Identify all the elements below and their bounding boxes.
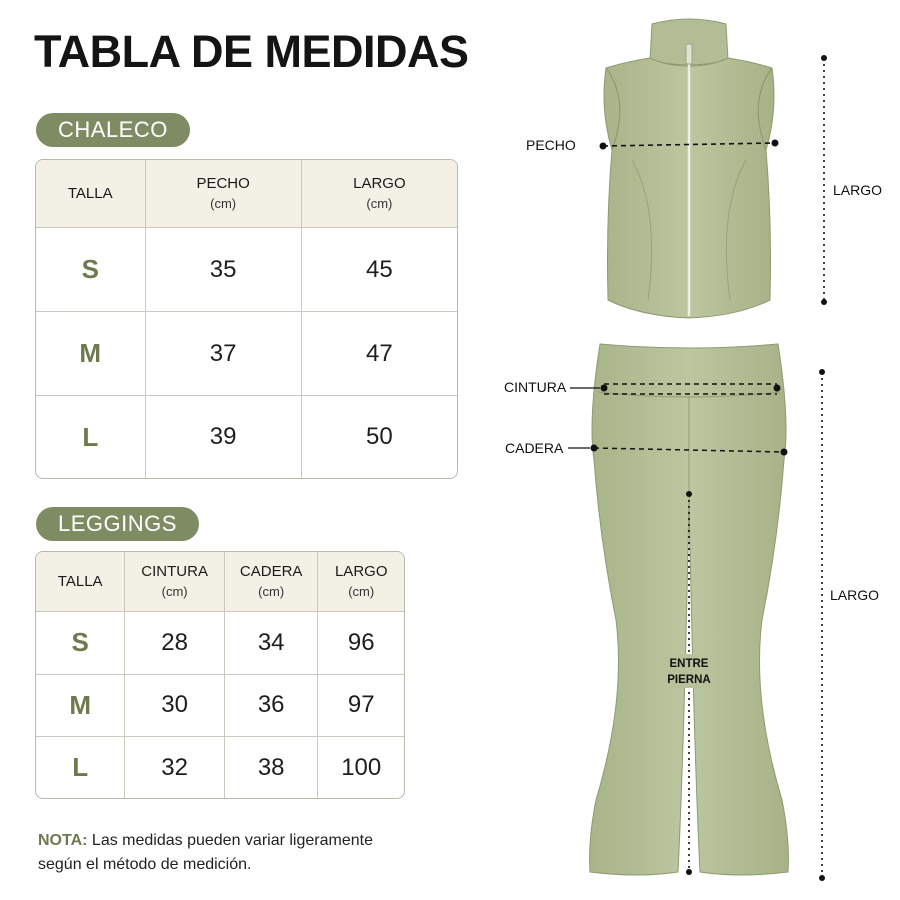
leggings-header-size: TALLA — [36, 552, 125, 612]
leggings-waist-l: 32 — [125, 737, 225, 798]
leggings-hip-m: 36 — [225, 675, 319, 738]
note-label: NOTA: — [38, 832, 88, 849]
leggings-inseam-label-line2: PIERNA — [667, 674, 711, 686]
leggings-header-length-unit: (cm) — [348, 583, 375, 599]
vest-length-measure — [821, 55, 882, 305]
leggings-length-dot-bottom — [819, 875, 825, 881]
leggings-waist-dot-left — [601, 385, 608, 392]
vest-header-size: TALLA — [36, 160, 146, 228]
leggings-header-waist-unit: (cm) — [161, 583, 188, 599]
vest-chest-s: 35 — [146, 228, 302, 312]
leggings-length-label: LARGO — [830, 587, 880, 603]
leggings-waist-s: 28 — [125, 612, 225, 675]
vest-length-l: 50 — [366, 423, 393, 451]
vest-size-m: M — [36, 312, 146, 396]
leggings-size-s: S — [36, 612, 125, 675]
vest-length-s: 45 — [302, 228, 457, 312]
leggings-waist-dot-right — [774, 385, 781, 392]
leggings-header-waist-label: CINTURA — [141, 562, 208, 580]
vest-length-label: LARGO — [833, 182, 883, 198]
vest-header-chest-unit: (cm) — [210, 195, 237, 211]
leggings-hip-label: CADERA — [505, 440, 564, 456]
leggings-length-s: 96 — [318, 612, 404, 675]
leggings-header-length-label: LARGO — [334, 562, 388, 580]
vest-chest-dot-right — [772, 140, 779, 147]
leggings-size-l: L — [36, 737, 125, 798]
vest-illustration — [604, 19, 774, 318]
leggings-header-hip-label: CADERA — [239, 562, 303, 580]
leggings-length-measure — [819, 369, 879, 881]
leggings-hip-l: 38 — [225, 737, 319, 798]
vest-header-length-label: LARGO — [353, 174, 406, 192]
leggings-inseam-dot-top — [686, 491, 692, 497]
vest-header-length-unit: (cm) — [366, 195, 393, 211]
leggings-inseam-dot-bottom — [686, 869, 692, 875]
vest-zipper-pull — [686, 44, 692, 64]
vest-size-l: L — [36, 396, 146, 478]
leggings-hip-s: 34 — [225, 612, 319, 675]
vest-length-dot-top — [821, 55, 827, 61]
leggings-length-m: 97 — [318, 675, 404, 738]
vest-length-dot-bottom — [821, 299, 827, 305]
vest-chest-l: 39 — [146, 396, 302, 478]
leggings-length-dot-top — [819, 369, 825, 375]
leggings-waist-m: 30 — [125, 675, 225, 738]
page-title: TABLA DE MEDIDAS — [34, 26, 469, 77]
vest-header-chest-label: PECHO — [196, 174, 250, 192]
leggings-size-m: M — [36, 675, 125, 738]
leggings-hip-dot-left — [591, 445, 598, 452]
vest-chest-label: PECHO — [526, 137, 576, 153]
vest-chest-m: 37 — [146, 312, 302, 396]
leggings-section-label: LEGGINGS — [36, 507, 199, 541]
leggings-inseam-label-line1: ENTRE — [669, 658, 709, 670]
vest-section-label: CHALECO — [36, 113, 190, 147]
leggings-header-hip-unit: (cm) — [258, 583, 285, 599]
note-text: Las medidas pueden variar ligeramente según el método de medición. — [38, 832, 373, 873]
vest-length-m: 47 — [302, 312, 457, 396]
leggings-waist-label: CINTURA — [504, 379, 567, 395]
vest-chest-dot-left — [600, 143, 607, 150]
vest-size-s: S — [36, 228, 146, 312]
leggings-length-l: 100 — [341, 753, 382, 781]
leggings-hip-dot-right — [781, 449, 788, 456]
